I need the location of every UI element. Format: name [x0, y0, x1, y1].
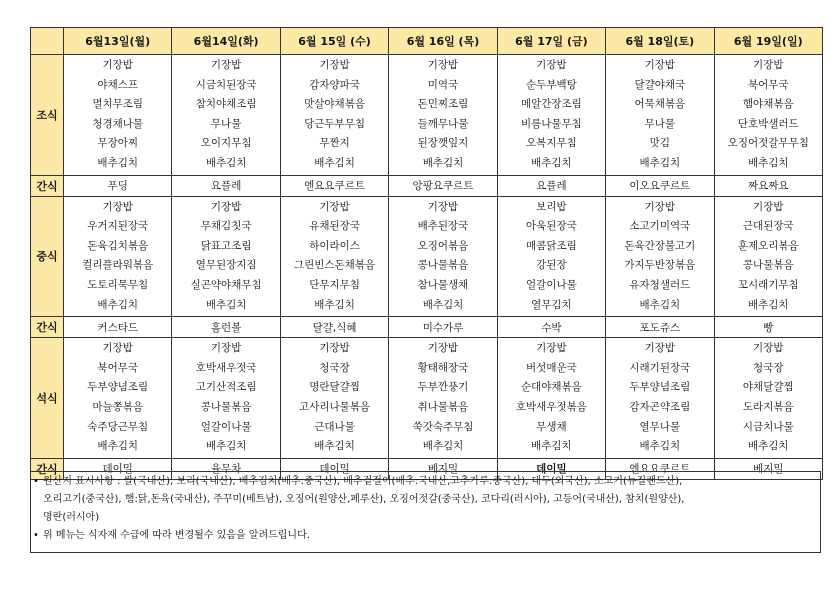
menu-item: 오징어볶음: [417, 239, 469, 252]
snack-cell: 포도쥬스: [606, 317, 714, 338]
snack-cell: 율무차: [172, 458, 280, 479]
snack-cell: 수박: [497, 317, 605, 338]
menu-item: 무생채: [536, 420, 567, 433]
menu-item: 소고기미역국: [629, 220, 691, 233]
menu-item: 오이지무침: [200, 137, 252, 150]
menu-item: 호박새우젓국: [195, 361, 257, 374]
menu-item: 단호박샐러드: [737, 117, 799, 130]
menu-item: 기장밥: [210, 200, 242, 213]
menu-item: 무나물: [644, 117, 676, 130]
menu-item: 순두부백탕: [526, 78, 577, 91]
menu-item: 비름나물무침: [520, 117, 582, 130]
menu-item: 배추김치: [205, 440, 247, 453]
menu-item: 청국장: [753, 361, 784, 374]
menu-item: 실곤약야채무침: [190, 278, 262, 291]
snack-cell: 이오요쿠르트: [606, 175, 714, 196]
menu-item: 무나물: [210, 117, 242, 130]
menu-item: 근대나물: [314, 420, 355, 433]
menu-item: 야채스프: [97, 78, 138, 91]
menu-item: 근대된장국: [742, 220, 794, 233]
menu-cell: [497, 338, 605, 459]
menu-cell: [606, 55, 714, 176]
snack-cell: 짜요짜요: [714, 175, 822, 196]
meal-label: 석식: [31, 338, 64, 459]
menu-cell: [64, 196, 172, 317]
menu-item: 맛김: [649, 137, 670, 150]
day-header: 6월 15일 (수): [280, 28, 388, 55]
breakfast-row: [31, 55, 823, 176]
dinner-row: [31, 338, 823, 459]
menu-item: 기장밥: [102, 59, 133, 71]
menu-item: 컬리플라워볶음: [82, 259, 154, 272]
bullet: •: [33, 530, 39, 541]
menu-item: 맛살야채볶음: [304, 98, 365, 111]
menu-item: 기장밥: [644, 200, 676, 213]
snack-cell: 데이밀: [497, 458, 605, 479]
menu-cell: [497, 55, 605, 176]
snack-row: [31, 317, 823, 338]
menu-item: 그린빈스돈채볶음: [293, 259, 376, 272]
change-notice: [33, 527, 820, 545]
menu-item: 시래기된장국: [629, 361, 691, 374]
menu-item: 기장밥: [319, 200, 350, 213]
menu-item: 배추김치: [422, 440, 464, 453]
menu-item: 매콤닭조림: [526, 239, 577, 252]
menu-item: 열무나물: [639, 420, 681, 433]
menu-item: 단무지무침: [309, 278, 360, 291]
menu-item: 기장밥: [644, 342, 676, 355]
menu-item: 돈육김치볶음: [87, 239, 149, 252]
menu-item: 기장밥: [102, 200, 133, 213]
menu-item: 배추김치: [422, 156, 464, 169]
menu-item: 배추김치: [97, 440, 138, 453]
menu-item: 버섯매운국: [526, 361, 577, 374]
menu-cell: [280, 55, 388, 176]
menu-item: 배추김치: [314, 156, 355, 169]
menu-item: 하이라이스: [309, 239, 360, 252]
menu-item: 오복지무침: [526, 137, 577, 150]
snack-cell: 베지밀: [389, 458, 497, 479]
snack-cell: 데이밀: [280, 458, 388, 479]
menu-item: 오징어젓갈무무침: [727, 137, 809, 150]
menu-cell: [389, 196, 497, 317]
day-header: 6월14일(화): [172, 28, 280, 55]
menu-item: 시금치된장국: [195, 78, 257, 91]
snack-cell: 앙팡요쿠르트: [389, 175, 497, 196]
menu-item: 기장밥: [753, 200, 784, 213]
day-header: 6월 18일(토): [606, 28, 714, 55]
menu-item: 감자양파국: [309, 78, 360, 91]
menu-item: 청경채나물: [92, 117, 144, 130]
menu-item: 기장밥: [319, 342, 350, 355]
menu-item: 참치야채조림: [195, 98, 257, 111]
menu-item: 돈민찌조림: [417, 98, 469, 111]
menu-item: 기장밥: [753, 342, 784, 355]
menu-item: 쑥갓숙주무침: [412, 420, 474, 433]
menu-item: 메알간장조림: [520, 98, 582, 111]
origin-line-1: 원산지 표시사항 : 쌀(국내산), 보리(국내산), 배추김치(배추:중국산), 배추겉절이(배추:국내산,고추가루:중국산), 대두(외국산), 소고기(뉴질랜드산),: [43, 476, 683, 487]
meal-label: 중식: [31, 196, 64, 317]
snack-label: 간식: [31, 458, 64, 479]
snack-cell: 빵: [714, 317, 822, 338]
header-row: [31, 28, 823, 55]
menu-item: 야채달걀찜: [742, 381, 794, 394]
origin-line-3: 명란(러시아): [43, 512, 100, 523]
snack-cell: 커스타드: [64, 317, 172, 338]
menu-item: 콩나물볶음: [417, 259, 469, 272]
menu-item: 고기산적조림: [195, 381, 257, 394]
menu-item: 명란달걀찜: [309, 381, 360, 394]
menu-item: 배추김치: [422, 298, 464, 311]
menu-cell: [172, 55, 280, 176]
change-notice-text: 위 메뉴는 식자재 수급에 따라 변경될수 있음을 알려드립니다.: [43, 530, 310, 541]
menu-item: 순대야채볶음: [520, 381, 582, 394]
menu-item: 아욱된장국: [526, 220, 577, 233]
snack-cell: 베지밀: [714, 458, 822, 479]
menu-item: 콩나물볶음: [200, 400, 252, 413]
menu-item: 열무김치: [531, 298, 572, 311]
snack-row: [31, 175, 823, 196]
snack-cell: 달걀,식혜: [280, 317, 388, 338]
menu-item: 달걀야채국: [634, 78, 686, 91]
menu-item: 도토리묵무침: [87, 278, 149, 291]
menu-item: 기장밥: [644, 59, 676, 71]
notes-box: [30, 471, 821, 553]
snack-cell: 데이밀: [64, 458, 172, 479]
menu-item: 배추김치: [639, 298, 681, 311]
menu-item: 가지두반장볶음: [624, 259, 696, 272]
origin-line-2: 오리고기(중국산), 햄:닭,돈육(국내산), 주꾸미(베트남), 오징어(원양산,페루산), 오징어젓갈(중국산), 코다리(러시아), 고등어(국내산), 참치(원양산),: [43, 494, 685, 505]
menu-item: 두부양념조림: [87, 381, 149, 394]
menu-cell: [64, 338, 172, 459]
menu-item: 미역국: [427, 78, 459, 91]
menu-item: 배추김치: [639, 156, 681, 169]
menu-item: 훈제오리볶음: [737, 239, 799, 252]
menu-cell: [714, 338, 822, 459]
menu-item: 기장밥: [319, 59, 350, 71]
menu-item: 햄야채볶음: [742, 98, 794, 111]
menu-item: 기장밥: [427, 200, 459, 213]
menu-item: 호박새우젓볶음: [515, 400, 587, 413]
snack-cell: 엔요요쿠르트: [606, 458, 714, 479]
menu-item: 기장밥: [427, 342, 459, 355]
menu-item: 감자곤약조림: [629, 400, 691, 413]
meal-label: 조식: [31, 55, 64, 176]
menu-item: 배추된장국: [417, 220, 469, 233]
menu-cell: [606, 338, 714, 459]
menu-item: 배추김치: [747, 440, 789, 453]
menu-cell: [389, 338, 497, 459]
menu-item: 배추김치: [639, 440, 681, 453]
snack-label: 간식: [31, 317, 64, 338]
menu-item: 배추김치: [747, 156, 789, 169]
menu-item: 유자청샐러드: [629, 278, 691, 291]
menu-item: 북어무국: [747, 78, 789, 91]
menu-item: 무채김칫국: [200, 220, 252, 233]
menu-cell: [172, 338, 280, 459]
snack-label: 간식: [31, 175, 64, 196]
menu-item: 배추김치: [531, 156, 572, 169]
menu-item: 배추김치: [314, 440, 355, 453]
menu-cell: [280, 196, 388, 317]
day-header: 6월 19일(일): [714, 28, 822, 55]
menu-item: 닭표고조림: [200, 239, 252, 252]
day-header: 6월 16일 (목): [389, 28, 497, 55]
lunch-row: [31, 196, 823, 317]
menu-item: 돈육간장불고기: [624, 239, 696, 252]
menu-item: 두부깐풍기: [417, 381, 469, 394]
corner-cell: [31, 28, 64, 55]
menu-item: 배추김치: [531, 440, 572, 453]
menu-cell: [606, 196, 714, 317]
menu-item: 기장밥: [536, 59, 567, 71]
menu-cell: [64, 55, 172, 176]
menu-item: 콩나물볶음: [742, 259, 794, 272]
menu-item: 보리밥: [536, 200, 567, 213]
menu-item: 꼬시래기무침: [737, 278, 799, 291]
menu-item: 마늘쫑볶음: [92, 400, 144, 413]
menu-item: 황태해장국: [417, 361, 469, 374]
menu-item: 배추김치: [97, 298, 138, 311]
menu-item: 당근두부무침: [304, 117, 365, 130]
menu-item: 무장아찌: [97, 137, 138, 150]
menu-cell: [280, 338, 388, 459]
menu-item: 기장밥: [753, 59, 784, 71]
snack-cell: 요플레: [172, 175, 280, 196]
menu-cell: [714, 196, 822, 317]
bullet: •: [33, 476, 39, 487]
menu-item: 들깨무나물: [417, 117, 469, 130]
day-header: 6월 17일 (금): [497, 28, 605, 55]
menu-item: 얼갈이나물: [526, 278, 577, 291]
menu-item: 시금치나물: [742, 420, 794, 433]
menu-item: 배추김치: [747, 298, 789, 311]
snack-cell: 요플레: [497, 175, 605, 196]
menu-item: 배추김치: [97, 156, 138, 169]
menu-item: 두부양념조림: [629, 381, 691, 394]
menu-item: 어묵채볶음: [634, 98, 686, 111]
menu-item: 무짠지: [319, 137, 350, 150]
menu-cell: [497, 196, 605, 317]
menu-item: 기장밥: [210, 59, 242, 71]
menu-item: 청국장: [319, 361, 350, 374]
menu-item: 멸치무조림: [92, 98, 144, 111]
menu-item: 배추김치: [205, 298, 247, 311]
snack-cell: 엔요요쿠르트: [280, 175, 388, 196]
menu-item: 북어무국: [97, 361, 138, 374]
menu-item: 된장깻잎지: [417, 137, 469, 150]
menu-item: 도라지볶음: [742, 400, 794, 413]
menu-item: 열무된장지짐: [195, 259, 257, 272]
day-header: 6월13일(월): [64, 28, 172, 55]
snack-cell: 홈런볼: [172, 317, 280, 338]
menu-item: 기장밥: [536, 342, 567, 355]
menu-item: 숙주당근무침: [87, 420, 149, 433]
menu-item: 유채된장국: [309, 220, 360, 233]
weekly-menu-table: [30, 27, 823, 480]
menu-item: 참나물생채: [417, 278, 469, 291]
snack-cell: 미수가루: [389, 317, 497, 338]
menu-item: 강된장: [536, 259, 567, 272]
menu-item: 우거지된장국: [87, 220, 149, 233]
menu-item: 고사리나물볶음: [299, 400, 371, 413]
menu-item: 얼갈이나물: [200, 420, 252, 433]
menu-item: 기장밥: [102, 342, 133, 355]
menu-cell: [389, 55, 497, 176]
origin-note: [33, 473, 820, 491]
menu-item: 기장밥: [427, 59, 459, 71]
menu-cell: [172, 196, 280, 317]
menu-item: 배추김치: [314, 298, 355, 311]
menu-item: 기장밥: [210, 342, 242, 355]
snack-cell: 푸딩: [64, 175, 172, 196]
menu-item: 취나물볶음: [417, 400, 469, 413]
menu-cell: [714, 55, 822, 176]
menu-item: 배추김치: [205, 156, 247, 169]
